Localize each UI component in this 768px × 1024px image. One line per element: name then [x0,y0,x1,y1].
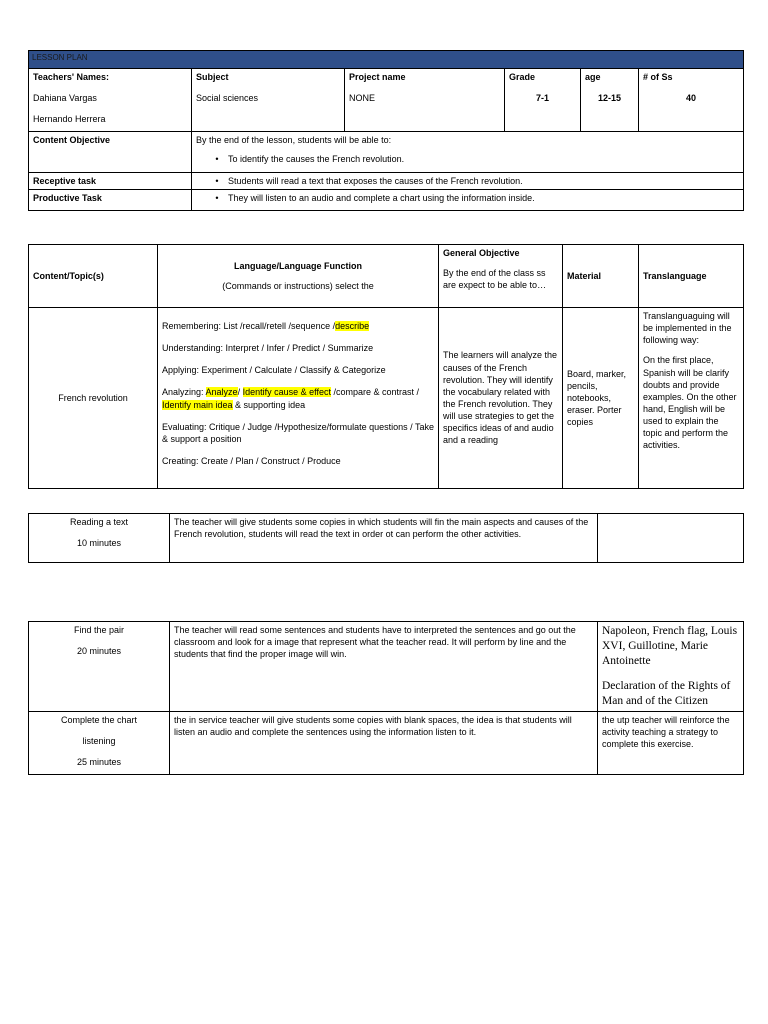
material-header: Material [563,245,639,308]
teacher-name: Hernando Herrera [33,114,106,125]
topic-value: French revolution [29,308,158,489]
age-label: age [585,72,601,82]
analyzing-line: Analyzing: Analyze/ Identify cause & effect /compare & contrast / Identify main idea & supporting idea [162,387,420,410]
translanguage-header: Translanguage [639,245,744,308]
creating-line: Creating: Create / Plan / Construct / Produce [162,455,341,466]
receptive-task-value: Students will read a text that exposes the causes of the French revolution. [228,176,523,186]
project-value: NONE [349,93,376,104]
content-objective-intro: By the end of the lesson, students will be able to: [196,135,392,145]
teacher-name: Dahiana Vargas [33,93,97,104]
activity-description: the in service teacher will give students some copies with blank spaces, the idea is that students will listen an audio and complete the sentences using the information listen to it. [170,711,598,774]
activity-notes: Declaration of the Rights of Man and of the Citizen [602,679,731,707]
language-function-subheader: (Commands or instructions) select the [222,281,374,291]
lesson-plan-banner: LESSON PLAN [29,51,744,69]
general-objective-header: General Objective [443,248,520,258]
grade-value: 7-1 [535,93,549,104]
productive-task-label: Productive Task [29,190,192,211]
bullet-icon: • [215,193,219,204]
content-objective-item: To identify the causes the French revolution. [228,154,405,165]
activity-time: 25 minutes [76,756,122,767]
remembering-line: Remembering: List /recall/retell /sequence /describe [162,321,370,331]
activity-name: Reading a text [69,517,129,527]
activity-time: 10 minutes [76,538,122,549]
bullet-icon: • [215,154,219,165]
general-objective-value: The learners will analyze the causes of the French revolution. They will identify the vocabulary related with the French revolution. They will use strategies to get the specifics ideas of and audio and a reading [439,308,563,489]
applying-line: Applying: Experiment / Calculate / Classify & Categorize [162,365,386,376]
activities-table [28,621,744,775]
subject-value: Social sciences [196,93,259,104]
translanguage-detail: On the first place, Spanish will be clarify doubts and provide examples. On the other hand, English will be used to explain the topic and perform the activities. [643,355,737,451]
productive-task-value: They will listen to an audio and complete a chart using the information inside. [228,193,535,204]
activity-description: The teacher will give students some copies in which students will fin the main aspects and causes of the French revolution, students will read the text in order ot can perform the other activities. [170,514,598,563]
receptive-task-label: Receptive task [29,173,192,190]
evaluating-line: Evaluating: Critique / Judge /Hypothesize/formulate questions / Take & support a position [162,421,434,444]
activity-name: Complete the chart [60,714,138,725]
general-objective-subheader: By the end of the class ss are expect to be able to… [443,268,547,291]
students-count-value: 40 [686,93,697,104]
subject-label: Subject [196,72,229,82]
reading-activity-table [28,513,744,563]
translanguage-intro: Translanguaguing will be implemented in the following way: [643,311,732,346]
activity-description: The teacher will read some sentences and students have to interpreted the sentences and go out the classroom and look for a image that represent what the teacher read. It will perform by line and the students that find the proper image will win. [170,622,598,712]
activity-notes [598,514,744,563]
language-function-header: Language/Language Function [234,260,362,271]
teachers-label: Teachers' Names: [33,72,110,82]
content-topic-header: Content/Topic(s) [29,245,158,308]
grade-label: Grade [509,72,536,82]
lesson-plan-header-table [28,50,744,211]
bullet-icon: • [215,176,219,186]
activity-name: Find the pair [73,625,125,635]
students-count-label: # of Ss [643,72,673,82]
project-label: Project name [349,72,406,82]
activity-time: 20 minutes [76,646,122,657]
activity-name-line-2: listening [82,735,116,746]
age-value: 12-15 [597,93,622,104]
understanding-line: Understanding: Interpret / Infer / Predict / Summarize [162,343,374,354]
material-value: Board, marker, pencils, notebooks, eraser. Porter copies [563,308,639,489]
language-function-table [28,244,744,489]
content-objective-label: Content Objective [29,132,192,173]
activity-notes: the utp teacher will reinforce the activity teaching a strategy to complete this exercise. [598,711,744,774]
activity-notes: Napoleon, French flag, Louis XVI, Guillotine, Marie Antoinette [602,625,738,667]
